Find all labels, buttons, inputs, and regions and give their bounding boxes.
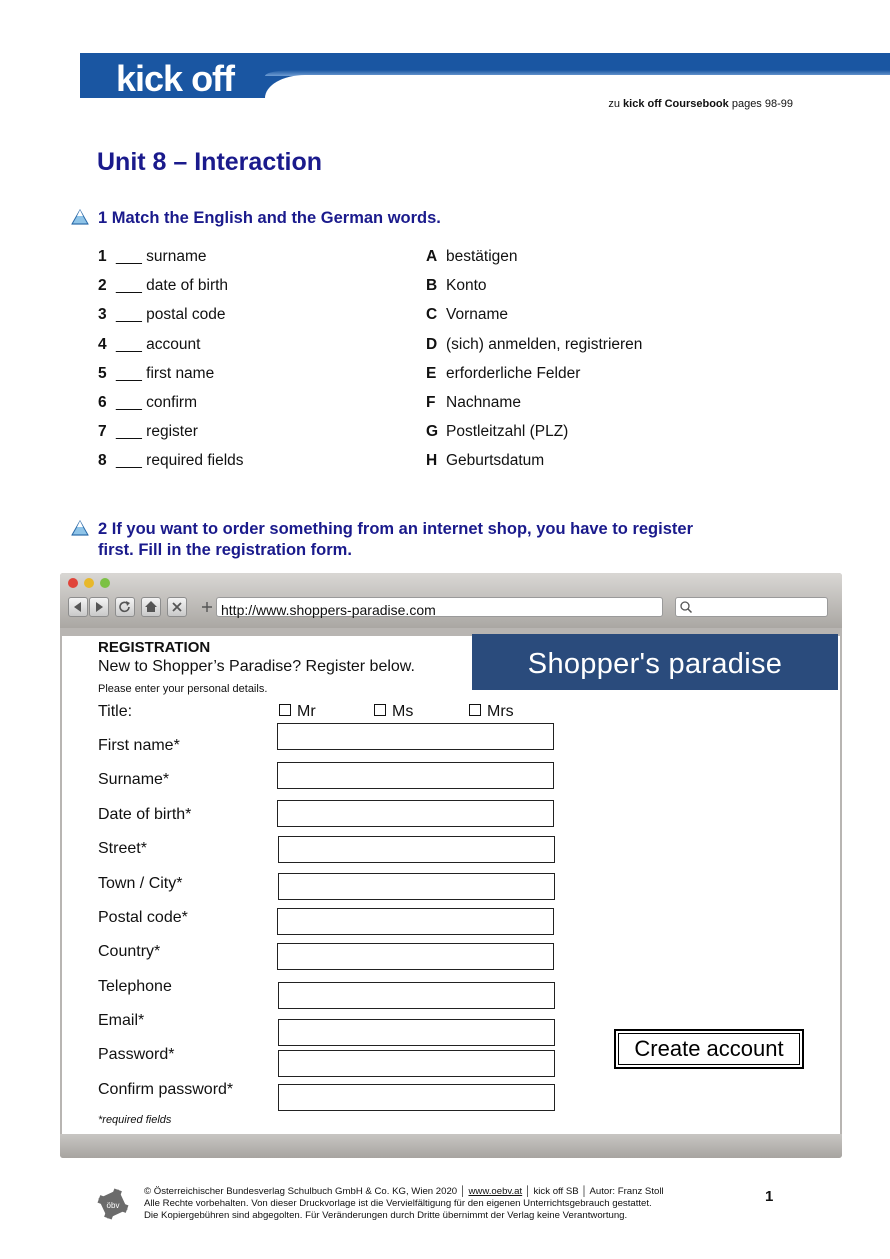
german-word: Postleitzahl (PLZ) [446,423,569,441]
form-input-field[interactable] [278,982,555,1009]
task2-heading-line2: first. Fill in the registration form. [98,541,352,559]
mountain-icon [71,520,89,536]
form-field-label: Country* [98,943,161,960]
page-number: 1 [765,1188,774,1205]
item-number: 6 [98,394,107,411]
course-ref-pages: pages 98-99 [728,98,793,110]
title-option-mrs[interactable] [469,703,514,721]
item-number: 1 [98,248,107,265]
create-account-label: Create account [618,1033,800,1065]
german-word-item [426,306,508,335]
form-input-field[interactable] [278,1084,555,1111]
task2-heading [98,519,693,561]
stop-icon [168,598,186,616]
footer-line1: © Österreichischer Bundesverlag Schulbuch GmbH & Co. KG, Wien 2020 │ www.oebv.at │ kick off SB │ Autor: Franz Stoll [144,1186,664,1197]
item-number: 8 [98,452,107,470]
task2-heading-line1: 2 If you want to order something from an internet shop, you have to register [98,520,693,538]
form-input-field[interactable] [277,723,554,750]
form-field-label: Town / City* [98,875,183,892]
form-field-label: Date of birth* [98,806,192,823]
english-word: ___ first name [116,364,215,382]
search-icon [679,600,693,614]
publisher-logo-text: öbv [106,1201,120,1210]
form-input-field[interactable] [277,908,554,935]
item-letter: A [426,248,438,265]
form-input-field[interactable] [278,1019,555,1046]
item-letter: B [426,277,438,295]
footer-line3: Die Kopiergebühren sind abgegolten. Für Veränderungen durch Dritte übernimmt der Verlag keine Verantwortung. [144,1210,628,1221]
item-letter: E [426,364,437,382]
english-word: ___ date of birth [116,277,229,295]
kick-off-logo: kick off [116,58,235,99]
english-word-item [98,365,214,394]
footer-author: Autor: Franz Stoll [589,1186,664,1197]
course-ref-book: kick off Coursebook [623,98,729,110]
german-word: erforderliche Felder [446,364,581,382]
item-letter: G [426,423,439,441]
reload-icon [116,598,134,616]
form-field-label: Email* [98,1012,145,1029]
registration-title: REGISTRATION [98,639,211,656]
form-input-field[interactable] [277,943,554,970]
item-letter: H [426,452,438,470]
german-word: Konto [446,277,487,295]
form-field-label: Telephone [98,978,172,995]
english-word-item [98,248,206,277]
plus-icon [200,600,214,614]
title-option-mr-label: Mr [297,703,316,720]
form-field-label: First name* [98,737,180,754]
home-icon [142,598,160,616]
english-word-item [98,394,197,423]
mountain-icon [71,209,89,225]
stop-button[interactable] [167,597,187,617]
reload-button[interactable] [115,597,135,617]
german-word: Vorname [446,306,509,324]
checkbox-mrs[interactable] [469,704,481,716]
back-button[interactable] [68,597,88,617]
checkbox-ms[interactable] [374,704,386,716]
title-label: Title: [98,703,133,720]
maximize-window-icon[interactable] [100,578,110,588]
registration-note: Please enter your personal details. [98,683,268,695]
english-word: ___ required fields [116,452,244,470]
footer-line2: Alle Rechte vorbehalten. Von dieser Druckvorlage ist die Vervielfältigung für den eigenen Unterrichtsgebrauch gestattet. [144,1198,652,1209]
form-input-field[interactable] [278,836,555,863]
title-option-mr[interactable] [279,703,316,721]
item-number: 4 [98,335,107,353]
german-word: bestätigen [446,248,518,265]
task1-heading: 1 Match the English and the German words. [98,209,441,227]
item-number: 3 [98,306,107,324]
registration-subtitle: New to Shopper’s Paradise? Register below. [98,658,415,675]
form-field-label: Password* [98,1046,175,1063]
english-word-item [98,336,200,365]
german-word: Geburtsdatum [446,452,545,470]
banner-cutout [265,75,890,98]
item-number: 5 [98,364,107,382]
form-input-field[interactable] [277,762,554,789]
german-word-item [426,277,487,306]
browser-search-input[interactable] [675,597,828,617]
english-word: ___ postal code [116,306,226,324]
new-tab-button[interactable] [198,597,216,617]
german-word-item [426,452,544,481]
publisher-link[interactable]: www.oebv.at [468,1186,523,1197]
form-field-label: Confirm password* [98,1081,234,1098]
course-ref-prefix: zu [608,98,624,110]
item-number: 2 [98,277,107,295]
german-word-item [426,423,568,452]
form-input-field[interactable] [278,1050,555,1077]
english-word: ___ confirm [116,394,197,411]
home-button[interactable] [141,597,161,617]
minimize-window-icon[interactable] [84,578,94,588]
english-word-item [98,452,244,481]
form-input-field[interactable] [277,800,554,827]
german-word: (sich) anmelden, registrieren [446,335,643,353]
german-word: Nachname [446,394,521,411]
title-option-mrs-label: Mrs [487,703,514,720]
footer-copyright: © Österreichischer Bundesverlag Schulbuch GmbH & Co. KG, Wien 2020 [144,1186,458,1197]
english-word-item [98,277,228,306]
checkbox-mr[interactable] [279,704,291,716]
english-word: ___ account [116,335,201,353]
german-word-item [426,394,521,423]
english-word-item [98,306,225,335]
create-account-button[interactable] [614,1029,804,1069]
item-letter: F [426,394,436,411]
forward-button[interactable] [89,597,109,617]
form-field-label: Postal code* [98,909,188,926]
browser-status-bar [60,1134,842,1158]
english-word: ___ surname [116,248,207,265]
item-number: 7 [98,423,107,441]
german-word-item [426,365,580,394]
form-input-field[interactable] [278,873,555,900]
title-option-ms-label: Ms [392,703,414,720]
english-word-item [98,423,198,452]
forward-arrow-icon [90,598,108,616]
back-arrow-icon [69,598,87,616]
item-letter: C [426,306,438,324]
german-word-item [426,248,518,277]
address-bar[interactable]: http://www.shoppers-paradise.com [216,597,663,617]
coursebook-reference [560,98,793,110]
publisher-logo-icon [96,1187,130,1221]
page-title: Unit 8 – Interaction [97,148,323,176]
item-letter: D [426,335,438,353]
title-option-ms[interactable] [374,703,413,721]
copyright-footer [144,1186,724,1222]
shop-brand-banner: Shopper's paradise [472,634,838,690]
required-fields-note: *required fields [98,1114,172,1126]
form-field-label: Surname* [98,771,170,788]
english-word: ___ register [116,423,198,441]
form-field-label: Street* [98,840,147,857]
german-word-item [426,336,642,365]
close-window-icon[interactable] [68,578,78,588]
footer-book: kick off SB [533,1186,579,1197]
